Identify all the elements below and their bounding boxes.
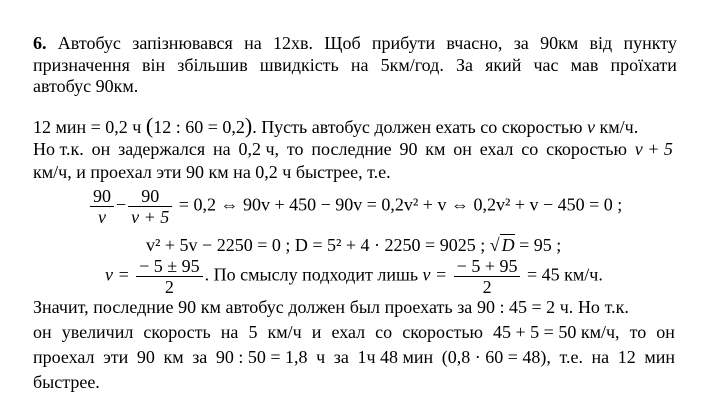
solution-word: скоростью xyxy=(546,139,627,159)
conclusion-word: км xyxy=(163,347,184,367)
fraction-roots: $\frac{- 5 \pm 95}{2}$ xyxy=(136,256,203,297)
solution-word: задержался xyxy=(118,139,206,159)
solution-word: ехал xyxy=(479,139,514,159)
conclusion-word: 90 xyxy=(178,297,197,317)
equation-2-result: = 95 ; xyxy=(519,235,562,255)
task-word: який xyxy=(485,55,522,75)
minus-sign: − xyxy=(116,194,127,215)
intro-text-b: . Пусть автобус должен ехать со скоростью xyxy=(252,117,583,137)
fraction-root-positive: $\frac{- 5 + 95}{2}$ xyxy=(454,256,521,297)
conclusion-word: увеличил xyxy=(61,322,134,342)
conclusion-word: 1ч 48 мин xyxy=(357,347,434,367)
equation-3-middle: . По смыслу подходит лишь xyxy=(204,264,419,285)
conclusion-word: 5 xyxy=(248,322,258,342)
solution-word: км xyxy=(425,139,446,159)
conclusion-word: со xyxy=(375,322,393,342)
conclusion-word: ехал xyxy=(331,322,366,342)
task-word: запізнювався xyxy=(132,33,233,53)
solution-word: последние xyxy=(311,139,392,159)
conclusion-word: скоростью xyxy=(402,322,483,342)
task-word: Щоб xyxy=(324,33,361,53)
expr-v-plus-5: v + 5 xyxy=(634,139,673,159)
conclusion-word: км xyxy=(200,297,221,317)
task-word: за xyxy=(513,33,529,53)
conclusion-word: (0,8 · 60 = 48), xyxy=(441,347,551,367)
conclusion-word: на xyxy=(591,347,610,367)
solution-word: 0,2 ч, xyxy=(238,139,280,159)
task-number: 6. xyxy=(33,33,47,53)
task-word: на xyxy=(244,33,262,53)
conclusion-word: то xyxy=(629,322,647,342)
v-equals: v = xyxy=(105,264,130,285)
task-word: призначення xyxy=(33,55,130,75)
conclusion-word: за xyxy=(457,297,473,317)
conclusion-line-3 xyxy=(33,347,675,367)
task-word: проїхати xyxy=(610,55,677,75)
sqrt-d: √ D xyxy=(489,235,515,255)
conclusion-word: Но xyxy=(577,297,600,317)
conclusion-word: 12 xyxy=(617,347,636,367)
conclusion-word: Значит, xyxy=(33,297,89,317)
task-word: час xyxy=(533,55,559,75)
conclusion-line-1 xyxy=(33,297,629,317)
equation-2 xyxy=(146,235,561,255)
conclusion-word: он xyxy=(656,322,675,342)
task-line-1 xyxy=(33,33,677,53)
unit-kmh: км/ч. xyxy=(599,117,639,137)
conclusion-word: за xyxy=(192,347,208,367)
task-word: прибути xyxy=(371,33,436,53)
conclusion-word: проехать xyxy=(384,297,453,317)
conclusion-word: он xyxy=(33,322,52,342)
intro-paren-expr: 12 : 60 = 0,2 xyxy=(153,117,245,137)
equation-1-rest: = 0,2 ⇔ 90v + 450 − 90v = 0,2v² + v ⇔ 0,2v² + v − 450 = 0 ; xyxy=(178,194,623,215)
conclusion-word: 90 : 50 = 1,8 xyxy=(215,347,308,367)
equation-3-result: = 45 км/ч. xyxy=(526,264,603,285)
v-equals-2: v = xyxy=(422,264,448,285)
equation-1 xyxy=(88,186,622,227)
conclusion-word: должен xyxy=(288,297,346,317)
task-word: 12хв. xyxy=(273,33,313,53)
task-word: 90км xyxy=(540,33,579,53)
solution-word: Но т.к. xyxy=(33,139,84,159)
fraction-90-over-v-plus-5: $\frac{90}{v + 5}$ xyxy=(128,186,172,227)
conclusion-word: т.е. xyxy=(559,347,583,367)
conclusion-word: автобус xyxy=(225,297,284,317)
equation-2-text: v² + 5v − 2250 = 0 ; D = 5² + 4 · 2250 = 9025 ; xyxy=(146,235,486,255)
variable-v: v xyxy=(587,117,595,137)
intro-text-a: 12 мин = 0,2 ч xyxy=(33,117,142,137)
equation-3 xyxy=(105,256,603,297)
fraction-90-over-v: $\frac{90}{v}$ xyxy=(90,186,114,227)
conclusion-word: последние xyxy=(93,297,174,317)
solution-line-3: км/ч, и проехал эти 90 км на 0,2 ч быстрее, т.е. xyxy=(33,162,391,182)
task-word: швидкість xyxy=(259,55,339,75)
conclusion-word: скорость xyxy=(143,322,211,342)
conclusion-word: ч xyxy=(316,347,326,367)
conclusion-word: и xyxy=(311,322,322,342)
task-line-2 xyxy=(33,55,677,75)
task-word: вчасно, xyxy=(446,33,503,53)
solution-word: на xyxy=(213,139,231,159)
conclusion-word: эти xyxy=(103,347,129,367)
conclusion-word: ч. xyxy=(559,297,574,317)
solution-word: 90 xyxy=(399,139,418,159)
task-word: За xyxy=(455,55,473,75)
conclusion-word: км/ч xyxy=(267,322,302,342)
task-word: збільшив xyxy=(177,55,248,75)
task-word: 5км/год. xyxy=(380,55,444,75)
task-word: від xyxy=(589,33,613,53)
conclusion-word: 90 xyxy=(136,347,155,367)
task-word: Автобус xyxy=(57,33,121,53)
solution-word: со xyxy=(521,139,539,159)
conclusion-word: за xyxy=(333,347,349,367)
conclusion-word: проехал xyxy=(33,347,95,367)
conclusion-word: 45 + 5 = 50 км/ч, xyxy=(493,322,620,342)
task-word: він xyxy=(141,55,166,75)
conclusion-word: мин xyxy=(644,347,675,367)
conclusion-word: 90 : 45 = 2 xyxy=(476,297,556,317)
task-word: на xyxy=(350,55,369,75)
conclusion-line-2 xyxy=(33,322,675,342)
conclusion-line-4: быстрее. xyxy=(33,372,100,392)
conclusion-word: был xyxy=(349,297,380,317)
conclusion-word: т.к. xyxy=(604,297,629,317)
task-line-3: автобус 90км. xyxy=(33,76,139,96)
solution-line-2 xyxy=(33,139,673,159)
task-word: пункту xyxy=(623,33,677,53)
conclusion-word: на xyxy=(220,322,239,342)
solution-word: то xyxy=(286,139,304,159)
solution-word: он xyxy=(453,139,472,159)
solution-intro: 12 мин = 0,2 ч (12 : 60 = 0,2). Пусть автобус должен ехать со скоростью v км/ч. xyxy=(33,113,639,138)
task-word: мав xyxy=(570,55,599,75)
solution-word: он xyxy=(91,139,111,159)
